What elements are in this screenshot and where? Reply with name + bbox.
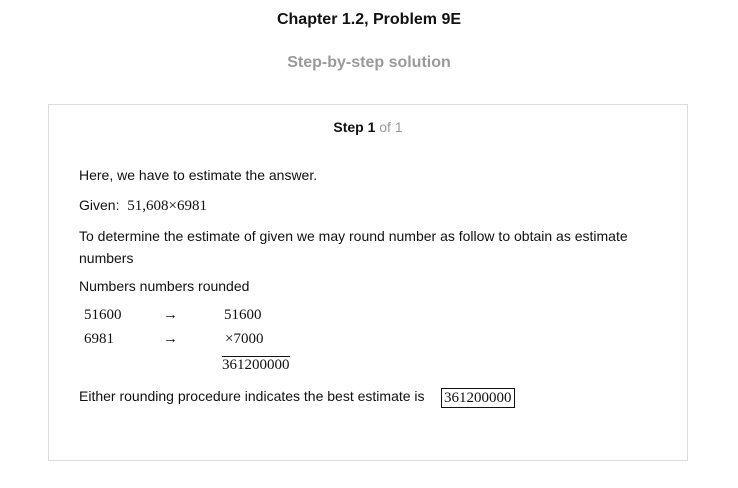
given-label: Given:	[79, 197, 120, 213]
step-label: Step 1	[333, 119, 376, 135]
row-1-original: 51600	[84, 307, 122, 323]
product-result: 361200000	[222, 357, 290, 373]
row-2-original: 6981	[84, 331, 114, 347]
row-2-rounded: ×7000	[225, 331, 264, 347]
intro-text: Here, we have to estimate the answer.	[79, 167, 318, 183]
chapter-title: Chapter 1.2, Problem 9E	[276, 11, 462, 28]
solution-card	[48, 104, 688, 461]
explanation-text: To determine the estimate of given we may round number as follow to obtain as estimate numbers	[79, 228, 628, 266]
table-caption: Numbers numbers rounded	[79, 278, 250, 294]
row-2-arrow-icon: →	[163, 331, 178, 347]
conclusion-text: Either rounding procedure indicates the best estimate is	[79, 388, 425, 404]
step-total: of 1	[379, 119, 403, 135]
answer-box: 361200000	[441, 388, 515, 408]
solution-heading: Step-by-step solution	[287, 54, 451, 71]
given-line	[79, 194, 207, 217]
step-indicator	[49, 119, 687, 135]
row-1-rounded: 51600	[224, 307, 262, 323]
row-1-arrow-icon: →	[163, 307, 178, 323]
given-expression: 51,608×6981	[127, 198, 207, 214]
